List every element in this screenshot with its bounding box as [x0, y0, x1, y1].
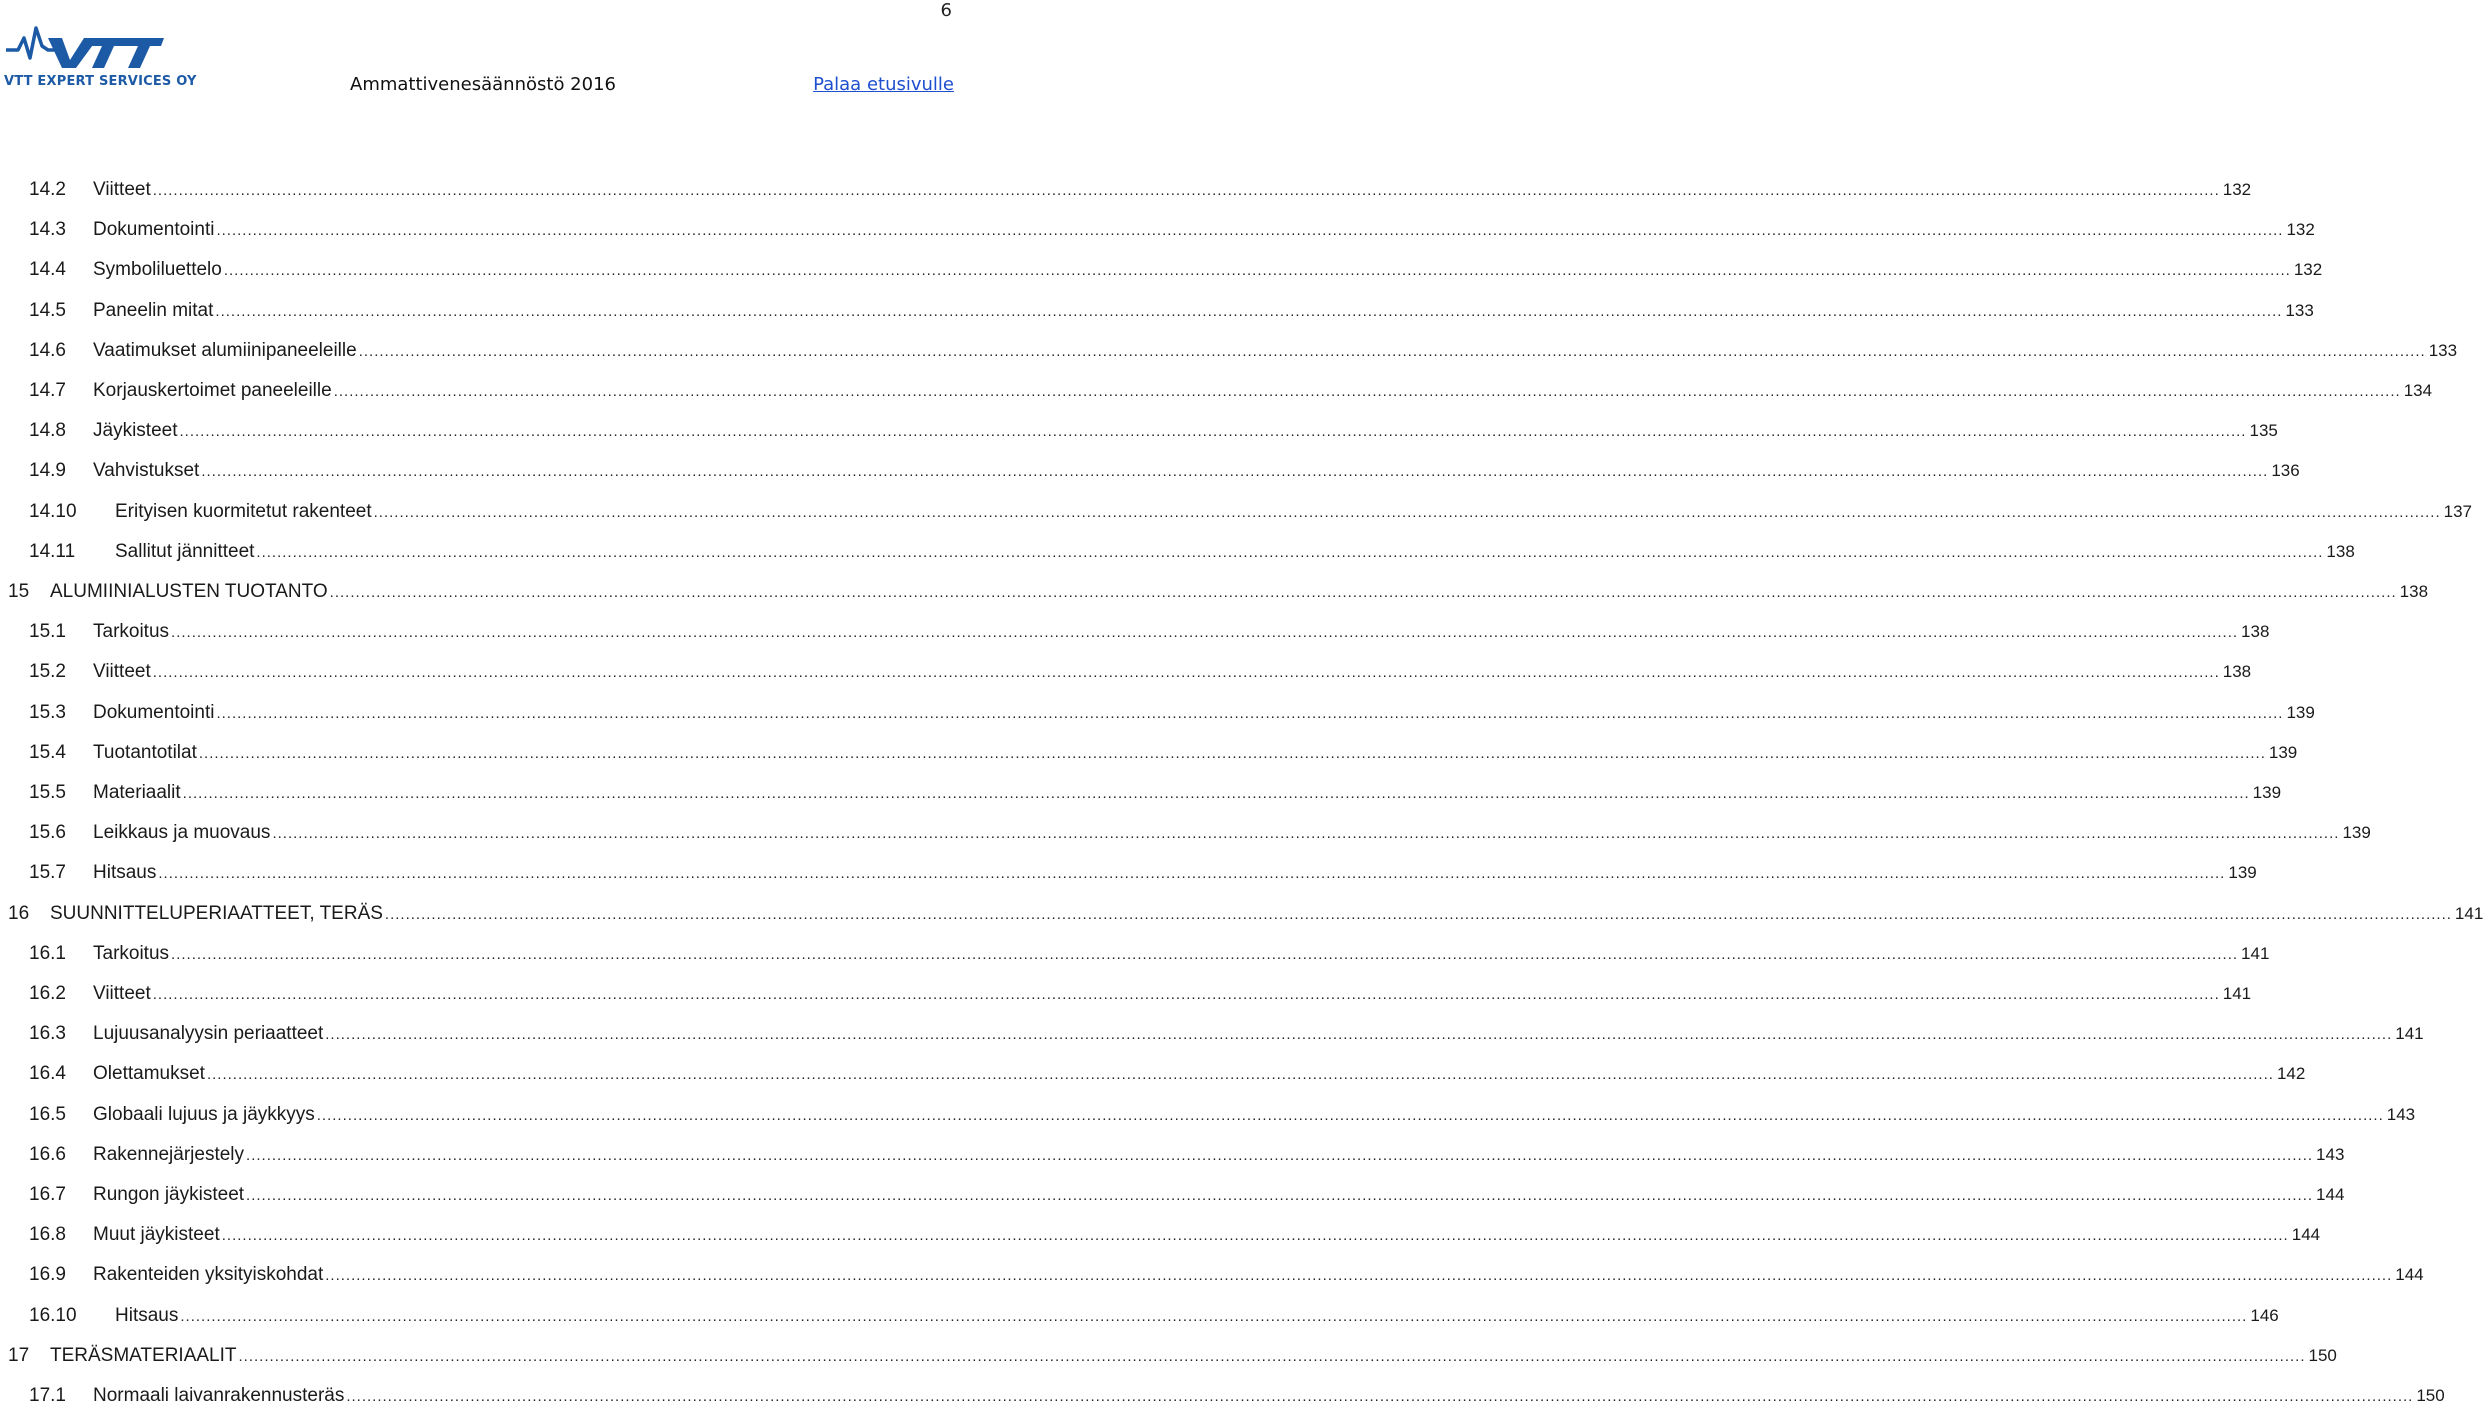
- document-title: Ammattivenesäännöstö 2016: [350, 74, 616, 95]
- toc-entry-page: 144: [2316, 1185, 2345, 1204]
- toc-entry-number: 16.5: [29, 1103, 66, 1125]
- toc-entry-title: Sallitut jännitteet: [115, 540, 255, 562]
- toc-entry-number: 15.6: [29, 822, 66, 844]
- toc-entry-page: 141: [2222, 984, 2252, 1003]
- toc-entry-page: 143: [2316, 1144, 2345, 1164]
- toc-entry-page: 139: [2268, 742, 2298, 762]
- toc-entry-page: 138: [2399, 582, 2429, 601]
- toc-dot-leader: ................................................................................................................................................................................................................................................................................................................................................................................................................: [325, 1267, 2393, 1285]
- toc-dot-leader: ................................................................................................................................................................................................................................................................................................................................................................................................................: [358, 342, 2426, 360]
- toc-entry[interactable]: [0, 1095, 2416, 1135]
- toc-dot-leader: ................................................................................................................................................................................................................................................................................................................................................................................................................: [373, 503, 2441, 521]
- toc-entry-number: 16.9: [29, 1264, 66, 1286]
- toc-entry-number: 15.2: [29, 661, 66, 683]
- toc-entry-page: 132: [2286, 220, 2315, 240]
- vtt-logo-icon: [4, 20, 189, 72]
- toc-entry-number: 15: [8, 581, 30, 602]
- toc-entry[interactable]: [0, 492, 2472, 532]
- toc-entry-title: Dokumentointi: [93, 701, 215, 723]
- toc-entry-page: 141: [2454, 903, 2483, 923]
- toc-entry[interactable]: [0, 331, 2458, 371]
- toc-entry[interactable]: [0, 1336, 2337, 1376]
- back-to-home-link[interactable]: Palaa etusivulle: [813, 74, 954, 95]
- toc-dot-leader: ................................................................................................................................................................................................................................................................................................................................................................................................................: [325, 1026, 2393, 1044]
- toc-dot-leader: ................................................................................................................................................................................................................................................................................................................................................................................................................: [206, 1066, 2274, 1084]
- toc-entry-page: 133: [2428, 340, 2458, 360]
- toc-entry-number: 16.10: [29, 1304, 77, 1326]
- toc-entry-page: 150: [2308, 1345, 2337, 1365]
- logo-text: VTT EXPERT SERVICES OY: [4, 74, 197, 89]
- toc-entry-title: Tarkoitus: [93, 621, 170, 643]
- toc-entry-number: 15.5: [29, 782, 66, 803]
- toc-entry-number: 15.4: [29, 741, 66, 763]
- toc-entry-page: 139: [2286, 702, 2315, 722]
- toc-entry-page: 138: [2326, 541, 2355, 561]
- toc-dot-leader: ................................................................................................................................................................................................................................................................................................................................................................................................................: [346, 1388, 2414, 1405]
- toc-entry-page: 136: [2271, 461, 2300, 481]
- toc-entry-number: 15.7: [29, 862, 66, 884]
- toc-entry[interactable]: [0, 693, 2315, 733]
- toc-entry-number: 14.5: [29, 299, 66, 321]
- toc-entry[interactable]: [0, 170, 2252, 210]
- toc-dot-leader: ................................................................................................................................................................................................................................................................................................................................................................................................................: [272, 825, 2340, 843]
- toc-entry-number: 14.9: [29, 460, 66, 482]
- toc-entry-page: 138: [2241, 622, 2270, 642]
- toc-entry-title: Hitsaus: [93, 862, 157, 884]
- toc-dot-leader: ................................................................................................................................................................................................................................................................................................................................................................................................................: [198, 744, 2266, 762]
- toc-entry-title: Rungon jäykisteet: [93, 1184, 245, 1205]
- toc-entry[interactable]: [0, 1296, 2279, 1336]
- toc-entry-title: Viitteet: [93, 179, 151, 200]
- toc-entry[interactable]: [0, 733, 2298, 773]
- toc-entry-number: 16.7: [29, 1184, 66, 1205]
- toc-entry-title: Rakenteiden yksityiskohdat: [93, 1264, 324, 1286]
- toc-entry-title: Hitsaus: [115, 1304, 179, 1326]
- toc-dot-leader: ................................................................................................................................................................................................................................................................................................................................................................................................................: [180, 1307, 2248, 1325]
- toc-dot-leader: ................................................................................................................................................................................................................................................................................................................................................................................................................: [316, 1106, 2384, 1124]
- toc-dot-leader: ................................................................................................................................................................................................................................................................................................................................................................................................................: [221, 1227, 2289, 1245]
- toc-dot-leader: ................................................................................................................................................................................................................................................................................................................................................................................................................: [171, 945, 2239, 963]
- toc-entry-title: Olettamukset: [93, 1063, 205, 1085]
- toc-entry-number: 14.4: [29, 259, 66, 281]
- toc-entry[interactable]: [0, 652, 2252, 692]
- toc-dot-leader: ................................................................................................................................................................................................................................................................................................................................................................................................................: [246, 1187, 2314, 1204]
- toc-entry-title: Paneelin mitat: [93, 299, 214, 321]
- toc-entry-page: 134: [2403, 381, 2433, 400]
- toc-entry-number: 14.2: [29, 179, 66, 200]
- toc-dot-leader: ................................................................................................................................................................................................................................................................................................................................................................................................................: [216, 222, 2284, 240]
- toc-entry-title: Muut jäykisteet: [93, 1224, 220, 1246]
- toc-entry[interactable]: [0, 1215, 2321, 1255]
- toc-entry-title: Rakennejärjestely: [93, 1143, 245, 1165]
- toc-entry-number: 14.11: [29, 540, 76, 562]
- toc-entry-title: Vahvistukset: [93, 460, 200, 482]
- toc-entry-title: Korjauskertoimet paneeleille: [93, 380, 332, 401]
- toc-dot-leader: ................................................................................................................................................................................................................................................................................................................................................................................................................: [329, 584, 2397, 601]
- toc-entry[interactable]: [0, 1135, 2345, 1175]
- toc-entry-number: 16.4: [29, 1063, 66, 1085]
- toc-entry[interactable]: [0, 210, 2315, 250]
- toc-entry[interactable]: [0, 371, 2433, 411]
- toc-entry[interactable]: [0, 1175, 2345, 1215]
- toc-entry-page: 137: [2443, 501, 2472, 521]
- toc-entry-number: 14.3: [29, 219, 66, 241]
- toc-entry-title: Tuotantotilat: [93, 741, 197, 763]
- toc-entry[interactable]: [0, 974, 2252, 1014]
- toc-entry-number: 16: [8, 902, 30, 924]
- toc-entry[interactable]: [0, 612, 2270, 652]
- toc-entry[interactable]: [0, 1376, 2445, 1416]
- toc-entry[interactable]: [0, 250, 2323, 290]
- toc-entry[interactable]: [0, 773, 2282, 813]
- toc-entry-page: 141: [2241, 943, 2270, 963]
- toc-entry[interactable]: [0, 1014, 2424, 1054]
- toc-entry-page: 132: [2293, 260, 2323, 280]
- toc-dot-leader: ................................................................................................................................................................................................................................................................................................................................................................................................................: [152, 182, 2220, 199]
- toc-dot-leader: ................................................................................................................................................................................................................................................................................................................................................................................................................: [152, 664, 2220, 682]
- toc-entry-title: Normaali laivanrakennusteräs: [93, 1385, 345, 1406]
- toc-entry-title: ALUMIINIALUSTEN TUOTANTO: [50, 581, 328, 602]
- toc-entry-title: Lujuusanalyysin periaatteet: [93, 1023, 324, 1045]
- toc-dot-leader: ................................................................................................................................................................................................................................................................................................................................................................................................................: [333, 383, 2401, 400]
- toc-dot-leader: ................................................................................................................................................................................................................................................................................................................................................................................................................: [201, 463, 2269, 481]
- toc-entry-number: 16.8: [29, 1224, 66, 1246]
- toc-entry-title: TERÄSMATERIAALIT: [50, 1344, 237, 1366]
- toc-dot-leader: ................................................................................................................................................................................................................................................................................................................................................................................................................: [256, 543, 2324, 561]
- toc-entry[interactable]: [0, 894, 2483, 934]
- toc-dot-leader: ................................................................................................................................................................................................................................................................................................................................................................................................................: [216, 704, 2284, 722]
- toc-entry[interactable]: [0, 853, 2257, 893]
- toc-entry-number: 17: [8, 1344, 30, 1366]
- toc-entry-number: 15.1: [29, 621, 66, 643]
- toc-entry-title: Dokumentointi: [93, 219, 215, 241]
- toc-entry-page: 141: [2395, 1024, 2424, 1044]
- toc-entry[interactable]: [0, 1255, 2424, 1295]
- toc-dot-leader: ................................................................................................................................................................................................................................................................................................................................................................................................................: [171, 624, 2239, 642]
- toc-entry-title: Erityisen kuormitetut rakenteet: [115, 500, 372, 522]
- toc-entry-page: 139: [2252, 783, 2282, 802]
- toc-entry-title: Jäykisteet: [93, 420, 178, 442]
- toc-entry-page: 142: [2276, 1064, 2306, 1084]
- toc-entry[interactable]: [0, 813, 2371, 853]
- toc-entry[interactable]: [0, 451, 2300, 491]
- toc-entry-number: 14.6: [29, 339, 66, 361]
- toc-entry-page: 133: [2285, 300, 2314, 320]
- toc-dot-leader: ................................................................................................................................................................................................................................................................................................................................................................................................................: [179, 423, 2247, 441]
- toc-entry-page: 139: [2342, 823, 2371, 843]
- toc-entry-number: 16.2: [29, 983, 66, 1004]
- toc-entry-number: 16.6: [29, 1143, 66, 1165]
- toc-entry-number: 14.8: [29, 420, 66, 442]
- toc-entry-page: 146: [2250, 1305, 2279, 1325]
- toc-entry-number: 17.1: [29, 1385, 66, 1406]
- toc-dot-leader: ................................................................................................................................................................................................................................................................................................................................................................................................................: [158, 865, 2226, 883]
- toc-entry-page: 150: [2416, 1386, 2445, 1405]
- toc-entry-title: Viitteet: [93, 983, 151, 1004]
- toc-entry[interactable]: [0, 934, 2270, 974]
- toc-entry[interactable]: [0, 411, 2278, 451]
- toc-entry-title: Globaali lujuus ja jäykkyys: [93, 1103, 315, 1125]
- toc-entry-page: 132: [2222, 180, 2252, 199]
- toc-dot-leader: ................................................................................................................................................................................................................................................................................................................................................................................................................: [384, 905, 2452, 923]
- toc-entry-title: SUUNNITTELUPERIAATTEET, TERÄS: [50, 902, 383, 924]
- toc-entry-page: 138: [2222, 662, 2252, 682]
- toc-entry-title: Tarkoitus: [93, 942, 170, 964]
- toc-entry-page: 144: [2395, 1265, 2424, 1285]
- toc-entry-page: 139: [2228, 863, 2257, 883]
- toc-dot-leader: ................................................................................................................................................................................................................................................................................................................................................................................................................: [215, 302, 2283, 320]
- toc-entry-title: Viitteet: [93, 661, 151, 683]
- toc-entry[interactable]: [0, 532, 2355, 572]
- toc-entry-number: 14.7: [29, 380, 66, 401]
- toc-entry-title: Symboliluettelo: [93, 259, 222, 281]
- toc-entry-title: Vaatimukset alumiinipaneeleille: [93, 339, 357, 361]
- toc-entry-number: 14.10: [29, 500, 77, 522]
- toc-dot-leader: ................................................................................................................................................................................................................................................................................................................................................................................................................: [246, 1146, 2314, 1164]
- toc-entry-page: 144: [2291, 1225, 2321, 1245]
- toc-entry-number: 15.3: [29, 701, 66, 723]
- toc-entry-title: Materiaalit: [93, 782, 181, 803]
- toc-entry[interactable]: [0, 572, 2429, 612]
- toc-dot-leader: ................................................................................................................................................................................................................................................................................................................................................................................................................: [223, 262, 2291, 280]
- toc-dot-leader: ................................................................................................................................................................................................................................................................................................................................................................................................................: [238, 1347, 2306, 1365]
- toc-dot-leader: ................................................................................................................................................................................................................................................................................................................................................................................................................: [182, 785, 2250, 802]
- toc-entry-title: Leikkaus ja muovaus: [93, 822, 271, 844]
- toc-entry[interactable]: [0, 291, 2314, 331]
- toc-entry-page: 135: [2249, 421, 2278, 441]
- toc-entry-number: 16.1: [29, 942, 66, 964]
- toc-dot-leader: ................................................................................................................................................................................................................................................................................................................................................................................................................: [152, 986, 2220, 1003]
- toc-entry-number: 16.3: [29, 1023, 66, 1045]
- toc-entry[interactable]: [0, 1054, 2306, 1094]
- toc-entry-page: 143: [2386, 1104, 2416, 1124]
- page-number: 6: [940, 0, 952, 21]
